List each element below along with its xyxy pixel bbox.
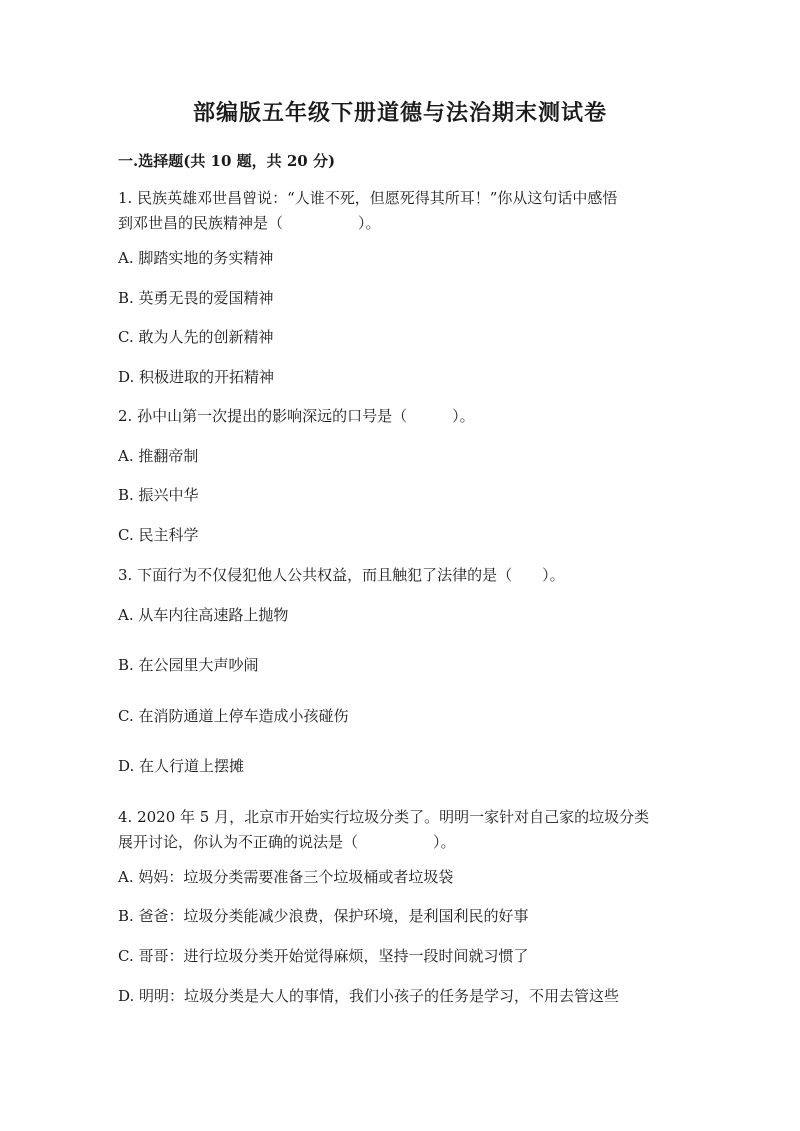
question-4-option-c: C. 哥哥：进行垃圾分类开始觉得麻烦，坚持一段时间就习惯了 xyxy=(118,947,529,965)
question-1-stem-line-1: 1. 民族英雄邓世昌曾说：“人谁不死，但愿死得其所耳！”你从这句话中感悟 xyxy=(118,189,618,207)
question-4-option-b: B. 爸爸：垃圾分类能减少浪费，保护环境，是利国利民的好事 xyxy=(118,907,529,925)
question-1-option-d: D. 积极进取的开拓精神 xyxy=(118,368,275,386)
question-4-stem-line-2: 展开讨论，你认为不正确的说法是（ ）。 xyxy=(118,833,456,851)
question-1-option-b: B. 英勇无畏的爱国精神 xyxy=(118,289,274,307)
question-3-stem-line-1: 3. 下面行为不仅侵犯他人公共权益，而且触犯了法律的是（ ）。 xyxy=(118,566,565,584)
question-2-stem-line-1: 2. 孙中山第一次提出的影响深远的口号是（ ）。 xyxy=(118,407,475,425)
question-4-stem-line-1: 4. 2020 年 5 月，北京市开始实行垃圾分类了。明明一家针对自己家的垃圾分类 xyxy=(118,808,650,826)
question-4-option-a: A. 妈妈：垃圾分类需要准备三个垃圾桶或者垃圾袋 xyxy=(118,868,454,886)
question-1-option-c: C. 敢为人先的创新精神 xyxy=(118,328,274,346)
question-1-stem-line-2: 到邓世昌的民族精神是（ ）。 xyxy=(118,214,381,232)
section-heading: 一.选择题(共 10 题，共 20 分) xyxy=(118,152,336,170)
question-3-option-a: A. 从车内往高速路上抛物 xyxy=(118,606,289,624)
question-1-option-a: A. 脚踏实地的务实精神 xyxy=(118,249,274,267)
question-3-option-d: D. 在人行道上摆摊 xyxy=(118,757,245,775)
question-3-option-b: B. 在公园里大声吵闹 xyxy=(118,656,259,674)
question-2-option-c: C. 民主科学 xyxy=(118,526,199,544)
question-4-option-d: D. 明明：垃圾分类是大人的事情，我们小孩子的任务是学习，不用去管这些 xyxy=(118,987,620,1005)
page-title: 部编版五年级下册道德与法治期末测试卷 xyxy=(192,100,607,126)
question-2-option-a: A. 推翻帝制 xyxy=(118,447,199,465)
question-3-option-c: C. 在消防通道上停车造成小孩碰伤 xyxy=(118,707,349,725)
question-2-option-b: B. 振兴中华 xyxy=(118,486,199,504)
